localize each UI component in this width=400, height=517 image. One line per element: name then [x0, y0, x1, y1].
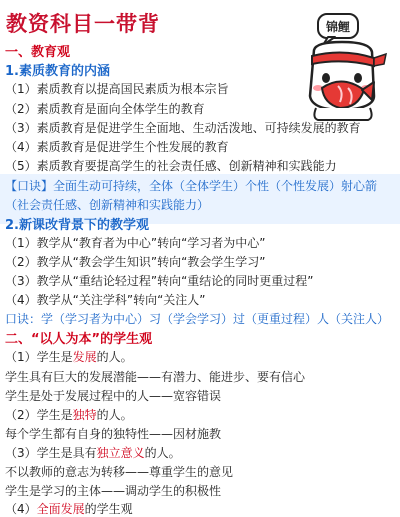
- content-line: 学生具有巨大的发展潜能——有潜力、能进步、要有信心: [5, 370, 306, 384]
- list-item: （3）教学从“重结论轻过程”转向“重结论的同时更重过程”: [5, 274, 314, 288]
- highlight-text: 独特: [72, 408, 97, 422]
- list-item: （5）素质教育要提高学生的社会责任感、创新精神和实践能力: [5, 159, 337, 173]
- list-item: （4）教学从“关注学科”转向“关注人”: [5, 293, 206, 307]
- text: （1）学生是: [5, 350, 73, 364]
- mnemonic-text: 【口诀】全面生动可持续，全体（全体学生）个性（个性发展）射心箭: [5, 179, 378, 193]
- highlight-text: 独立意义: [96, 446, 145, 460]
- koi-mascot-illustration: [288, 4, 396, 122]
- mnemonic-text: （社会责任感、创新精神和实践能力）: [5, 198, 210, 212]
- content-line: [5, 500, 133, 517]
- section-heading-student-view: 二、“以人为本”的学生观: [5, 332, 153, 347]
- content-line: 学生是处于发展过程中的人——宽容错误: [5, 389, 222, 403]
- highlight-text: 全面发展: [36, 502, 85, 516]
- section-heading-education-view: 一、教育观: [5, 45, 71, 60]
- text: 的人。: [144, 446, 181, 460]
- text: （2）学生是: [5, 408, 73, 422]
- subheading-teaching-view: 2.新课改背景下的教学观: [5, 218, 149, 233]
- list-item: （1）教学从“教育者为中心”转向“学习者为中心”: [5, 236, 266, 250]
- content-line: 每个学生都有自身的独特性——因材施教: [5, 427, 222, 441]
- mnemonic-text: 口诀：学（学习者为中心）习（学会学习）过（更重过程）人（关注人）: [5, 312, 390, 326]
- content-line: [5, 406, 133, 423]
- list-item: （2）教学从“教会学生知识”转向“教会学生学习”: [5, 255, 266, 269]
- text: （3）学生是具有: [5, 446, 97, 460]
- content-line: 不以教师的意志为转移——尊重学生的意见: [5, 465, 234, 479]
- content-line: 学生是学习的主体——调动学生的积极性: [5, 484, 222, 498]
- text: （4）: [5, 502, 37, 516]
- list-item: （2）素质教育是面向全体学生的教育: [5, 102, 205, 116]
- content-line: [5, 348, 133, 365]
- text: 的人。: [96, 350, 133, 364]
- text: 的人。: [96, 408, 133, 422]
- list-item: （4）素质教育是促进学生个性发展的教育: [5, 140, 229, 154]
- subheading-quality-education: 1.素质教育的内涵: [5, 64, 110, 79]
- highlight-text: 发展: [72, 350, 97, 364]
- speech-bubble: [318, 14, 358, 45]
- speech-bubble-text: 锦鲤: [325, 20, 351, 34]
- text: 的学生观: [84, 502, 133, 516]
- content-line: [5, 444, 181, 461]
- list-item: （1）素质教育以提高国民素质为根本宗旨: [5, 82, 229, 96]
- page-title: 教资科目一带背: [6, 12, 160, 36]
- list-item: （3）素质教育是促进学生全面地、生动活泼地、可持续发展的教育: [5, 121, 361, 135]
